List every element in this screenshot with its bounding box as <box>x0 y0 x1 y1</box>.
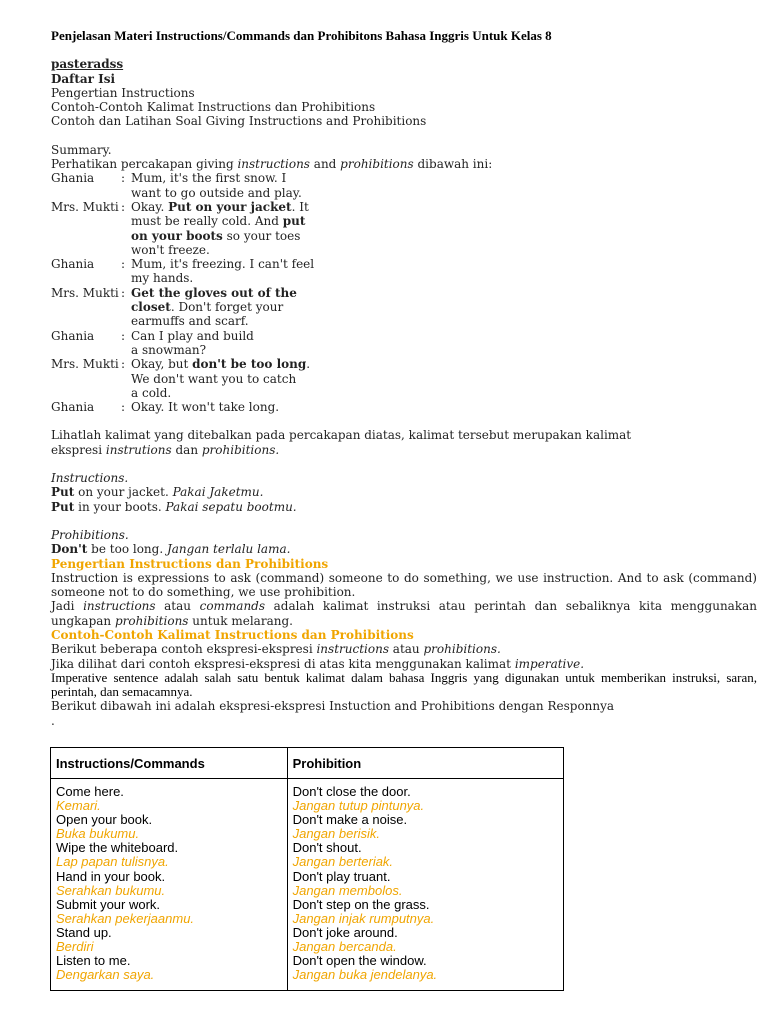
dialog-line <box>51 286 757 300</box>
dialog-line <box>51 171 757 185</box>
english-expression: Don't make a noise. <box>292 812 408 828</box>
english-expression: Wipe the whiteboard. <box>56 840 179 856</box>
english-expression: Hand in your book. <box>56 868 166 884</box>
dialog-colon: : <box>121 285 126 300</box>
indonesian-translation: Kemari. <box>56 798 101 814</box>
table-header-instructions: Instructions/Commands <box>51 748 288 779</box>
dialog-utterance: Okay. It won't take long. <box>131 400 280 415</box>
definition-paragraph: Instruction is expressions to ask (command) someone to do something, we use instruction. And to ask (command) someone not to do something, we use prohibition. <box>51 570 757 600</box>
english-expression: Don't joke around. <box>292 924 398 940</box>
instruction-example: Put in your boots. Pakai sepatu bootmu. <box>51 499 297 514</box>
indonesian-translation: Lap papan tulisnya. <box>56 854 169 870</box>
examples-line: Berikut dibawah ini adalah ekspresi-ekspresi Instuction and Prohibitions dengan Responnya <box>51 699 615 714</box>
dialog-line: on your boots so your toes <box>131 228 301 243</box>
indonesian-translation: Serahkan pekerjaanmu. <box>56 910 195 926</box>
english-expression: Don't play truant. <box>292 868 391 884</box>
dialog-line <box>51 329 757 343</box>
indonesian-translation: Jangan bercanda. <box>292 939 397 955</box>
indonesian-translation: Jangan buka jendelanya. <box>292 967 438 983</box>
table-header-prohibition: Prohibition <box>287 748 563 779</box>
prohibitions-heading: Prohibitions. <box>51 527 129 542</box>
dialog-colon: : <box>121 171 126 186</box>
indonesian-translation: Buka bukumu. <box>56 826 140 842</box>
dialog-colon: : <box>121 257 126 272</box>
explanation-line: Lihatlah kalimat yang ditebalkan pada percakapan diatas, kalimat tersebut merupakan kalimat <box>51 428 632 443</box>
dialog-utterance: Get the gloves out of the <box>131 285 297 300</box>
dialog-colon: : <box>121 357 126 372</box>
english-expression: Open your book. <box>56 812 153 828</box>
dialog-speaker: Mrs. Mukti <box>51 357 119 372</box>
document-page <box>51 29 757 728</box>
section-heading-contoh: Contoh-Contoh Kalimat Instructions dan Prohibitions <box>51 627 414 642</box>
dialog-colon: : <box>121 400 126 415</box>
indonesian-translation: Serahkan bukumu. <box>56 882 166 898</box>
dialog-line <box>51 357 757 371</box>
imperative-paragraph: Imperative sentence adalah salah satu bentuk kalimat dalam bahasa Inggris yang digunakan untuk memberikan instruksi, saran, perintah, dan semacamnya. <box>51 669 757 700</box>
conversation <box>51 171 757 414</box>
dialog-utterance: Mum, it's the first snow. I <box>131 171 287 186</box>
dialog-line <box>51 257 757 271</box>
examples-line: Berikut beberapa contoh ekspresi-ekspresi instructions atau prohibitions. <box>51 642 501 657</box>
dialog-line <box>51 400 757 414</box>
toc-item[interactable]: Contoh-Contoh Kalimat Instructions dan Prohibitions <box>51 100 376 115</box>
pasteradss-label: pasteradss <box>51 57 124 72</box>
indonesian-translation: Jangan tutup pintunya. <box>292 798 425 814</box>
dialog-utterance: Can I play and build <box>131 328 254 343</box>
indonesian-translation: Jangan injak rumputnya. <box>292 910 435 926</box>
english-expression: Listen to me. <box>56 953 131 969</box>
dialog-speaker: Ghania <box>51 171 95 186</box>
dialog-speaker: Mrs. Mukti <box>51 285 119 300</box>
explanation-line: ekspresi instrutions dan prohibitions. <box>51 442 280 457</box>
dialog-utterance: Okay. Put on your jacket. It <box>131 199 309 214</box>
instruction-example: Put on your jacket. Pakai Jaketmu. <box>51 485 264 500</box>
dialog-line: must be really cold. And put <box>131 214 306 229</box>
english-expression: Don't open the window. <box>292 953 427 969</box>
dialog-colon: : <box>121 328 126 343</box>
dialog-line: won't freeze. <box>131 242 210 257</box>
dialog-line: We don't want you to catch <box>131 371 297 386</box>
summary-label: Summary. <box>51 142 112 157</box>
instructions-heading: Instructions. <box>51 471 129 486</box>
english-expression: Don't step on the grass. <box>292 896 430 912</box>
dialog-colon: : <box>121 199 126 214</box>
toc-item[interactable]: Contoh dan Latihan Soal Giving Instructions and Prohibitions <box>51 114 427 129</box>
stray-dot: . <box>51 713 55 728</box>
toc-heading: Daftar Isi <box>51 71 116 86</box>
page-title: Penjelasan Materi Instructions/Commands dan Prohibitons Bahasa Inggris Untuk Kelas 8 <box>51 28 552 43</box>
dialog-line: a cold. <box>131 385 172 400</box>
instructions-prohibitions-table <box>50 747 564 991</box>
prohibitions-column <box>287 779 563 991</box>
dialog-line: my hands. <box>131 271 194 286</box>
dialog-line: earmuffs and scarf. <box>131 314 249 329</box>
indonesian-translation: Jangan berisik. <box>292 826 381 842</box>
examples-line: Jika dilihat dari contoh ekspresi-ekspresi di atas kita menggunakan kalimat imperative. <box>51 656 585 671</box>
dialog-line: want to go outside and play. <box>131 185 302 200</box>
english-expression: Don't close the door. <box>292 784 411 799</box>
dialog-line: closet. Don't forget your <box>131 300 284 315</box>
dialog-speaker: Mrs. Mukti <box>51 199 119 214</box>
dialog-line <box>51 200 757 214</box>
dialog-utterance: Mum, it's freezing. I can't feel <box>131 257 315 272</box>
english-expression: Submit your work. <box>56 896 161 912</box>
indonesian-translation: Jangan membolos. <box>292 882 403 898</box>
toc-item[interactable]: Pengertian Instructions <box>51 85 195 100</box>
instructions-column <box>51 779 288 991</box>
dialog-speaker: Ghania <box>51 400 95 415</box>
english-expression: Stand up. <box>56 924 112 940</box>
dialog-line: a snowman? <box>131 342 207 357</box>
english-expression: Don't shout. <box>292 840 362 856</box>
section-heading-pengertian: Pengertian Instructions dan Prohibitions <box>51 556 329 571</box>
dialog-intro: Perhatikan percakapan giving instructions and prohibitions dibawah ini: <box>51 157 493 172</box>
definition-paragraph: Jadi instructions atau commands adalah kalimat instruksi atau perintah dan sebaliknya kita menggunakan ungkapan prohibitions untuk melarang. <box>51 599 757 628</box>
dialog-utterance: Okay, but don't be too long. <box>131 357 311 372</box>
dialog-speaker: Ghania <box>51 328 95 343</box>
indonesian-translation: Jangan berteriak. <box>292 854 394 870</box>
indonesian-translation: Dengarkan saya. <box>56 967 155 983</box>
english-expression: Come here. <box>56 784 124 799</box>
prohibition-example: Don't be too long. Jangan terlalu lama. <box>51 542 291 557</box>
dialog-speaker: Ghania <box>51 257 95 272</box>
indonesian-translation: Berdiri <box>56 939 94 955</box>
